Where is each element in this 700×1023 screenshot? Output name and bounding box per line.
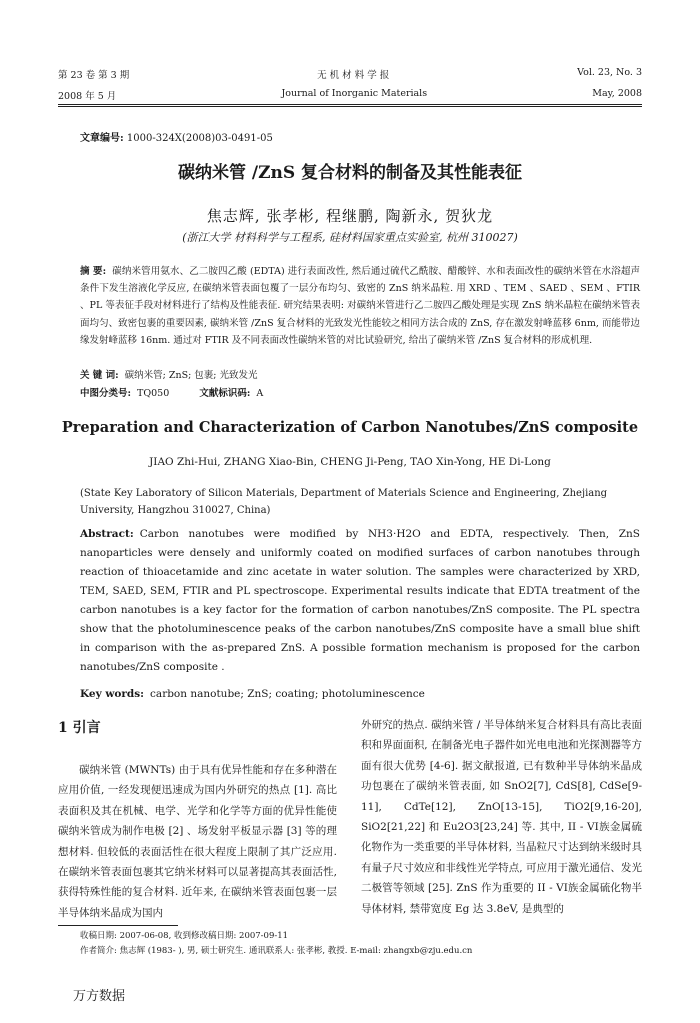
journal-name-cn: 无 机 材 料 学 报 (317, 70, 390, 81)
running-header-bottom (58, 88, 642, 102)
abstract-en-text: Carbon nanotubes were modified by NH3·H2O and EDTA, respectively. Then, ZnS nanoparticles were densely and uniformly coated on modified surfaces of carbon nanotubes through reaction of thioacetamide and zinc acetate in water solution. The samples were characterized by XRD, TEM, SAED, SEM, FTIR and PL spectroscope. Experimental results indicate that EDTA treatment of the carbon nanotubes is a key factor for the formation of carbon nanotubes/ZnS composite. The PL spectra show that the photoluminescence peaks of the carbon nanotubes/ZnS composite have a small blue shift in comparison with the as-prepared ZnS. A possible formation mechanism is proposed for the carbon nanotubes/ZnS composite . (80, 528, 640, 673)
abstract-cn-text: 碳纳米管用氨水、乙二胺四乙酸 (EDTA) 进行表面改性, 然后通过硫代乙酰胺、醋酸锌、水和表面改性的碳纳米管在水浴超声条件下发生溶液化学反应, 在碳纳米管表面包覆了一层分布均匀、致密的 ZnS 纳米晶粒. 用 XRD 、TEM 、SAED 、SEM 、FTIR 、PL 等表征手段对材料进行了结构及性能表征. 研究结果表明: 对碳纳米管进行乙二胺四乙酸处理是实现 ZnS 纳米晶粒在碳纳米管表面均匀、致密包裹的重要因素, 碳纳米管 /ZnS 复合材料的光致发光性能较之相同方法合成的 ZnS, 存在激发射峰蓝移 6nm, 而能带边缘发射峰蓝移 16nm. 通过对 FTIR 及不同表面改性碳纳米管的对比试验研究, 给出了碳纳米管 /ZnS 复合材料的形成机理. (80, 266, 640, 346)
authors-en: JIAO Zhi-Hui, ZHANG Xiao-Bin, CHENG Ji-Peng, TAO Xin-Yong, HE Di-Long (149, 456, 551, 468)
header-rule (58, 104, 642, 105)
date-cn: 2008 年 5 月 (58, 91, 117, 102)
paper-title-cn: 碳纳米管 /ZnS 复合材料的制备及其性能表征 (177, 163, 523, 183)
running-header-top (58, 67, 642, 81)
volume-en: Vol. 23, No. 3 (577, 67, 642, 78)
abstract-en-label: Abstract: (80, 528, 134, 540)
section-heading: 1 引言 (58, 720, 101, 736)
classification: 中图分类号: TQ050 文献标识码: A (80, 388, 264, 399)
footnote-dates: 收稿日期: 2007-06-08, 收到修改稿日期: 2007-09-11 (80, 931, 289, 941)
abstract-cn (80, 263, 640, 349)
body-left-column: 碳纳米管 (MWNTs) 由于具有优异性能和存在多种潜在应用价值, 一经发现便迅速成为国内外研究的热点 [1]. 高比表面积及其在机械、电学、光学和化学等方面的优异性能使碳纳米管成为制作电极 [2] 、场发射平板显示器 [3] 等的理想材料. 但较低的表面活性在很大程度上限制了其广泛应用. 在碳纳米管表面包裹其它纳米材料可以显著提高其表面活性, 获得特殊性能的复合材料. 近年来, 在碳纳米管表面包裹一层半导体纳米晶成为国内 (58, 764, 337, 919)
keywords-cn: 关 键 词: 碳纳米管; ZnS; 包裹; 光致发光 (80, 370, 258, 381)
keywords-en: Key words: carbon nanotube; ZnS; coating; photoluminescence (80, 688, 425, 700)
watermark: 万方数据 (73, 989, 126, 1004)
article-id: 文章编号: 1000-324X(2008)03-0491-05 (80, 133, 273, 144)
body-right-column: 外研究的热点. 碳纳米管 / 半导体纳米复合材料具有高比表面积和界面面积, 在制备光电子器件如光电电池和光探测器等方面有很大优势 [4-6]. 据文献报道, 已有数种半导体纳米晶成功包裹在了碳纳米管表面, 如 SnO2[7], CdS[8], CdSe[9-11], CdTe[12], ZnO[13-15], TiO2[9,16-20], SiO2[21,22] 和 Eu2O3[23,24] 等. 其中, II - VI族金属硫化物作为一类重要的半导体材料, 当晶粒尺寸达到纳米级时具有量子尺寸效应和非线性光学特点, 可应用于激光通信、发光二极管等领域 [25]. ZnS 作为重要的 II - VI族金属硫化物半导体材料, 禁带宽度 Eg 达 3.8eV, 是典型的 (361, 719, 642, 915)
footnote-author: 作者简介: 焦志辉 (1983- ), 男, 硕士研究生. 通讯联系人: 张孝彬, 教授. E-mail: zhangxb@zju.edu.cn (80, 946, 473, 956)
date-en: May, 2008 (592, 88, 642, 99)
footnote-rule (58, 925, 178, 926)
authors-cn: 焦志辉, 张孝彬, 程继鹏, 陶新永, 贺狄龙 (206, 207, 494, 225)
affiliation-en: (State Key Laboratory of Silicon Materials, Department of Materials Science and Engineering, Zhejiang University, Hangzhou 310027, China) (80, 488, 608, 516)
affiliation-cn: (浙江大学 材料科学与工程系, 硅材料国家重点实验室, 杭州 310027) (182, 231, 518, 244)
volume-cn: 第 23 卷 第 3 期 (58, 70, 130, 81)
header-rule-double (58, 106, 642, 107)
abstract-en (80, 525, 640, 677)
abstract-cn-label: 摘 要: (80, 266, 107, 277)
paper-title-en: Preparation and Characterization of Carbon Nanotubes/ZnS composite (61, 419, 639, 436)
journal-name-en: Journal of Inorganic Materials (281, 88, 428, 99)
